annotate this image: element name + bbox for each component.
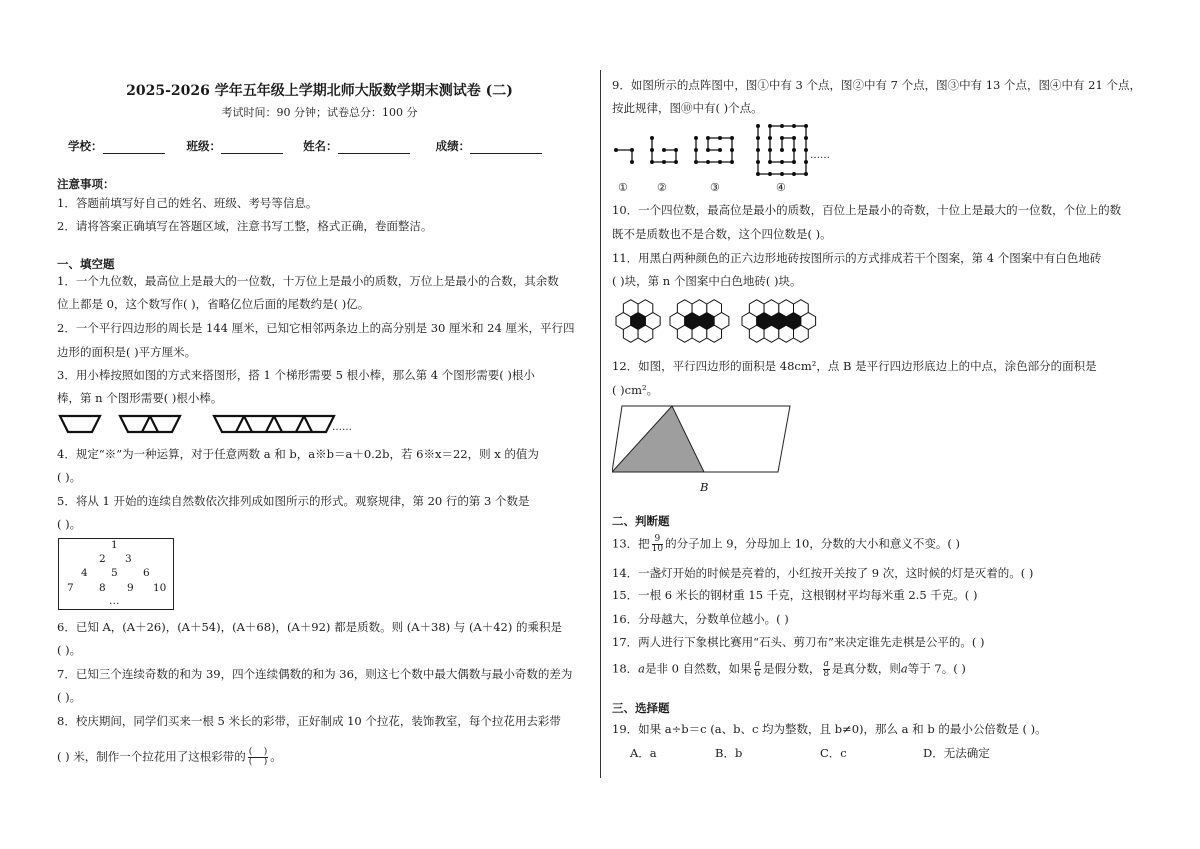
q11-line2: ( )块，第 n 个图案中白色地砖( )块。 (612, 274, 802, 288)
white-hex-tile (764, 300, 779, 317)
grid-cell: 8 (99, 582, 106, 594)
q12-line2: ( )cm²。 (612, 383, 659, 397)
q2-line2: 边形的面积是( )平方厘米。 (57, 345, 197, 359)
white-hex-tile (638, 325, 653, 342)
q5-line1: 5．将从 1 开始的连续自然数依次排列成如图所示的形式。观察规律，第 20 行的第 3 个数是 (57, 494, 530, 508)
q10-line1: 10．一个四位数，最高位是最小的质数，百位上是最小的奇数，十位上是最大的一位数，个位上的数 (612, 203, 1122, 217)
exam-info: 考试时间：90 分钟；试卷总分：100 分 (221, 106, 418, 119)
q13-denominator: 10 (651, 544, 664, 554)
q19-line: 19．如果 a÷b＝c (a、b、c 均为整数，且 b≠0)，那么 a 和 b 的最小公倍数是 ( )。 (612, 722, 1047, 736)
q17-line: 17．两人进行下象棋比赛用“石头、剪刀布”来决定谁先走棋是公平的。( ) (612, 635, 985, 649)
grid-cell: 9 (127, 582, 134, 594)
grid-cell: 7 (67, 582, 74, 594)
q9-line2: 按此规律，图⑩中有( )个点。 (612, 101, 763, 115)
grid-cell: 10 (153, 582, 167, 594)
number-triangle-box (58, 538, 174, 610)
q4-line2: ( )。 (57, 470, 82, 484)
q14-line: 14．一盏灯开始的时候是亮着的，小红按开关按了 9 次，这时候的灯是灭着的。( ) (612, 566, 1034, 580)
score-label: 成绩： (435, 139, 471, 153)
q16-line: 16．分母越大，分数单位越小。( ) (612, 612, 789, 626)
q18-f1-den: 6 (754, 669, 761, 679)
dot-lattice-figure (612, 120, 842, 180)
q7-line2: ( )。 (57, 690, 82, 704)
school-label: 学校： (68, 139, 103, 153)
q1-line1: 1．一个九位数，最高位上是最大的一位数，十万位上是最小的质数，万位上是最小的合数，其余数 (57, 274, 559, 288)
q18-var-a: a (638, 661, 645, 676)
name-field[interactable] (338, 141, 410, 154)
notes-heading: 注意事项： (57, 177, 115, 191)
fraction-a-8 (823, 660, 830, 679)
q13-numerator: 9 (652, 535, 663, 545)
section-choice-heading: 三、选择题 (612, 701, 670, 715)
white-hex-tile (707, 300, 722, 317)
q1-line2: 位上都是 0，这个数写作( )，省略亿位后面的尾数约是( )亿。 (57, 297, 370, 311)
column-divider (600, 70, 601, 778)
q13-line (612, 535, 960, 554)
grid-cell: 5 (111, 567, 118, 579)
white-hex-tile (707, 325, 722, 342)
fraction-9-10 (652, 535, 663, 554)
q2-line1: 2．一个平行四边形的周长是 144 厘米，已知它相邻两条边上的高分别是 30 厘米和 24 厘米，平行四 (57, 321, 575, 335)
point-b-label: B (700, 480, 709, 494)
option-d[interactable]: D．无法确定 (923, 746, 990, 760)
q9-line1: 9．如图所示的点阵图中，图①中有 3 个点，图②中有 7 个点，图③中有 13 个点，图④中有 21 个点， (612, 78, 1141, 92)
grid-cell: 6 (143, 567, 150, 579)
white-hex-tile (623, 325, 638, 342)
q15-line: 15．一根 6 米长的钢材重 15 千克，这根钢材平均每米重 2.5 千克。( ) (612, 588, 978, 602)
q9-label-4: ④ (776, 181, 786, 194)
fraction-a-6 (754, 660, 761, 679)
q8-text: ( ) 米，制作一个拉花用了这根彩带的 (57, 749, 246, 764)
name-label: 姓名： (303, 139, 338, 153)
q13-post: 的分子加上 9，分母加上 10，分数的大小和意义不变。( ) (665, 536, 960, 551)
white-hex-tile (623, 300, 638, 317)
white-hex-tile (638, 300, 653, 317)
q18-f1-num: a (754, 659, 761, 669)
q13-pre: 13．把 (612, 536, 650, 551)
q18-mid1: 是非 0 自然数，如果 (645, 661, 752, 676)
q18-line (612, 660, 966, 679)
q18-mid3: 是真分数，则 (831, 661, 901, 676)
q12-line1: 12．如图，平行四边形的面积是 48cm²，点 B 是平行四边形底边上的中点，涂色部分的面积是 (612, 359, 1097, 373)
q18-f2-num: a (823, 659, 829, 669)
q7-line1: 7．已知三个连续奇数的和为 39，四个连续偶数的和为 36，则这七个数中最大偶数与最小奇数的差为 (57, 667, 573, 681)
q18-end: 等于 7。( ) (907, 661, 966, 676)
note-1: 1．答题前填写好自己的姓名、班级、考号等信息。 (57, 196, 318, 210)
q6-line2: ( )。 (57, 643, 82, 657)
white-hex-tile (779, 300, 794, 317)
white-hex-tile (692, 325, 707, 342)
white-hex-tile (794, 325, 809, 342)
option-a[interactable]: A．a (630, 746, 657, 760)
grid-cell: 4 (81, 567, 88, 579)
grid-cell: 3 (125, 553, 132, 565)
student-info-row (68, 138, 542, 154)
white-hex-tile (749, 325, 764, 342)
class-field[interactable] (221, 141, 283, 154)
q9-ellipsis: …… (810, 150, 830, 161)
white-hex-tile (677, 325, 692, 342)
school-field[interactable] (103, 141, 165, 154)
q5-line2: ( )。 (57, 517, 82, 531)
q3-line2: 棒，第 n 个图形需要( )根小棒。 (57, 391, 223, 405)
page-title: 2025-2026 学年五年级上学期北师大版数学期末测试卷 (二) (126, 83, 513, 99)
q11-line1: 11．用黑白两种颜色的正六边形地砖按图所示的方式排成若干个图案，第 4 个图案中有白色地砖 (612, 251, 1102, 265)
q3-ellipsis: …… (332, 422, 352, 433)
q8-end: 。 (270, 749, 282, 764)
white-hex-tile (677, 300, 692, 317)
option-c[interactable]: C．c (820, 746, 847, 760)
q8-blank-fraction: $\frac{( )}{( )}$ (248, 747, 268, 767)
q9-label-1: ① (618, 181, 628, 194)
note-2: 2．请将答案正确填写在答题区域，注意书写工整，格式正确，卷面整洁。 (57, 219, 433, 233)
section-fill-heading: 一、填空题 (57, 257, 115, 271)
q10-line2: 既不是质数也不是合数，这个四位数是( )。 (612, 227, 832, 241)
grid-cell: … (109, 595, 120, 607)
q8-line1: 8．校庆期间，同学们买来一根 5 米长的彩带，正好制成 10 个拉花，装饰教室，每个拉花用去彩带 (57, 714, 561, 728)
class-label: 班级： (186, 139, 222, 153)
q18-pre: 18． (612, 661, 639, 676)
white-hex-tile (779, 325, 794, 342)
q8-line2 (57, 748, 282, 767)
white-hex-tile (692, 300, 707, 317)
grid-cell: 1 (111, 539, 118, 551)
white-hex-tile (749, 300, 764, 317)
hexagon-tile-figure (612, 298, 852, 344)
white-hex-tile (764, 325, 779, 342)
q6-line1: 6．已知 A，(A＋26)，(A＋54)，(A＋68)，(A＋92) 都是质数。则 (A＋38) 与 (A＋42) 的乘积是 (57, 620, 563, 634)
q18-mid2: 是假分数， (763, 661, 821, 676)
q4-line1: 4．规定“※”为一种运算，对于任意两数 a 和 b，a※b＝a＋0.2b，若 6※x＝22，则 x 的值为 (57, 447, 539, 461)
white-hex-tile (794, 300, 809, 317)
q18-f2-den: 8 (823, 669, 830, 679)
q9-label-2: ② (657, 181, 667, 194)
grid-cell: 2 (99, 553, 106, 565)
q18-var-a2: a (900, 661, 908, 676)
score-field[interactable] (470, 141, 542, 154)
option-b[interactable]: B．b (715, 746, 743, 760)
section-judge-heading: 二、判断题 (612, 514, 670, 528)
q9-label-3: ③ (710, 181, 720, 194)
trapezoid-sticks-figure (58, 412, 358, 436)
q3-line1: 3．用小棒按照如图的方式来搭图形，搭 1 个梯形需要 5 根小棒，那么第 4 个图形需要( )根小 (57, 368, 535, 382)
